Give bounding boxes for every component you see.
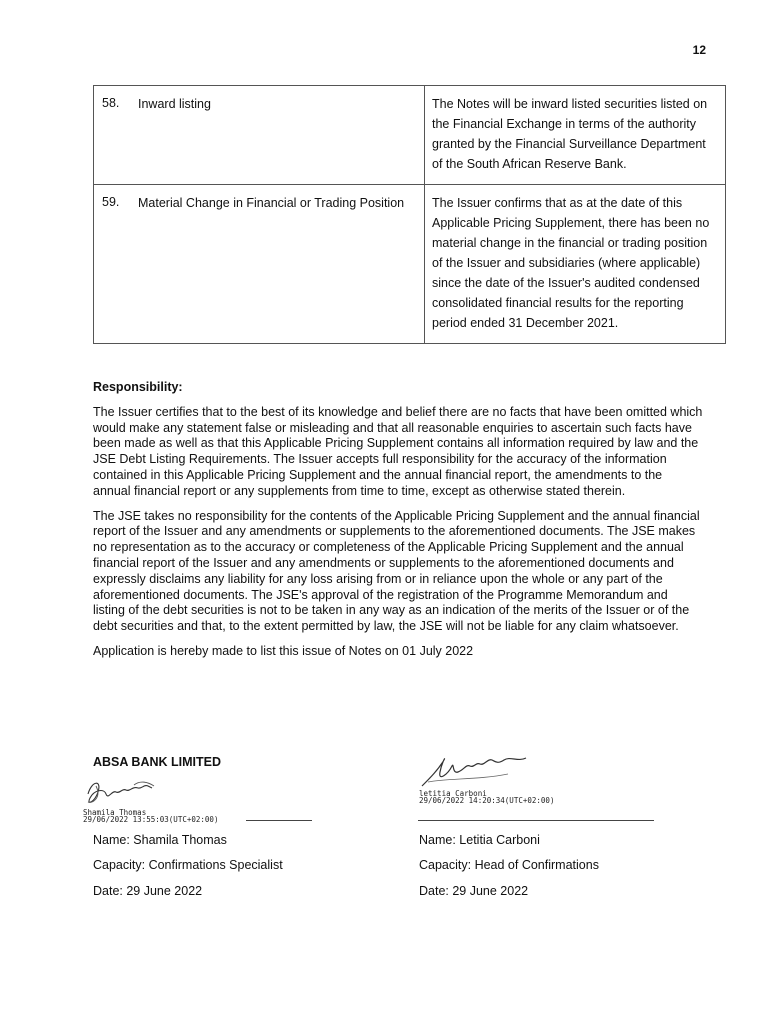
signer-date: Date: 29 June 2022 bbox=[419, 884, 529, 898]
item-number: 59. bbox=[102, 195, 120, 209]
bank-name: ABSA BANK LIMITED bbox=[93, 755, 222, 769]
responsibility-paragraph-2: The JSE takes no responsibility for the contents of the Applicable Pricing Supplement and the annual financial report of the Issuer and any amendments or supplements to the aforementioned documents. The JSE makes no representation as to the accuracy or completeness of the Applicable Pricing Supplement and the annual financial report of the Issuer and any amendments or supplements to the aforementioned documents and expressly disclaims any liability for any loss arising from or in reliance upon the whole or any part of the aforementioned documents. The JSE's approval of the registration of the Programme Memorandum and listing of the debt securities is not to be taken in any way as an indication of the merits of the Issuer or of the debt securities and that, to the extent permitted by law, the JSE will not be liable for any claim whatsoever. bbox=[93, 508, 700, 634]
item-label-cell bbox=[94, 86, 425, 185]
signature-line bbox=[246, 820, 312, 821]
signature-stamp-time: 29/06/2022 13:55:03(UTC+02:00) bbox=[83, 815, 219, 824]
item-number: 58. bbox=[102, 96, 120, 110]
responsibility-paragraph-1: The Issuer certifies that to the best of its knowledge and belief there are no facts that have been omitted which would make any statement false or misleading and that all reasonable enquiries to ascertain such facts have been made as well as that this Applicable Pricing Supplement contains all information required by law and the JSE Debt Listing Requirements. The Issuer accepts full responsibility for the accuracy of the information contained in this Applicable Pricing Supplement and the annual financial report, the amendments to the annual financial report or any supplements from time to time, except as otherwise stated therein. bbox=[93, 404, 703, 498]
signer-capacity: Capacity: Head of Confirmations bbox=[419, 858, 599, 872]
responsibility-section bbox=[93, 380, 703, 669]
signature-stamp-name: letitia Carboni bbox=[419, 789, 487, 798]
page-number: 12 bbox=[692, 43, 706, 57]
handwritten-signature bbox=[418, 752, 548, 792]
signer-name: Name: Shamila Thomas bbox=[93, 833, 227, 847]
item-description: The Issuer confirms that as at the date of this Applicable Pricing Supplement, there has been no material change in the financial or trading position of the Issuer and subsidiaries (where applicable) since the date of the Issuer's audited condensed consolidated financial results for the reporting period ended 31 December 2021. bbox=[425, 185, 726, 344]
table-row bbox=[94, 185, 726, 344]
item-description: The Notes will be inward listed securities listed on the Financial Exchange in terms of the authority granted by the Financial Surveillance Department of the South African Reserve Bank. bbox=[425, 86, 726, 185]
signature-line bbox=[418, 820, 654, 821]
item-label: Material Change in Financial or Trading Position bbox=[138, 196, 405, 210]
signer-capacity: Capacity: Confirmations Specialist bbox=[93, 858, 283, 872]
signature-block-left bbox=[82, 776, 322, 826]
signer-date: Date: 29 June 2022 bbox=[93, 884, 203, 898]
table-row bbox=[94, 86, 726, 185]
item-label-cell bbox=[94, 185, 425, 344]
signature-stamp-name: Shamila Thomas bbox=[83, 808, 147, 817]
signature-block-right bbox=[418, 752, 658, 822]
signer-name: Name: Letitia Carboni bbox=[419, 833, 540, 847]
responsibility-heading: Responsibility: bbox=[93, 380, 183, 394]
signature-stamp-time: 29/06/2022 14:20:34(UTC+02:00) bbox=[419, 796, 555, 805]
items-table bbox=[93, 85, 726, 344]
item-label: Inward listing bbox=[138, 97, 211, 111]
handwritten-signature bbox=[82, 776, 172, 810]
application-statement: Application is hereby made to list this issue of Notes on 01 July 2022 bbox=[93, 643, 474, 658]
